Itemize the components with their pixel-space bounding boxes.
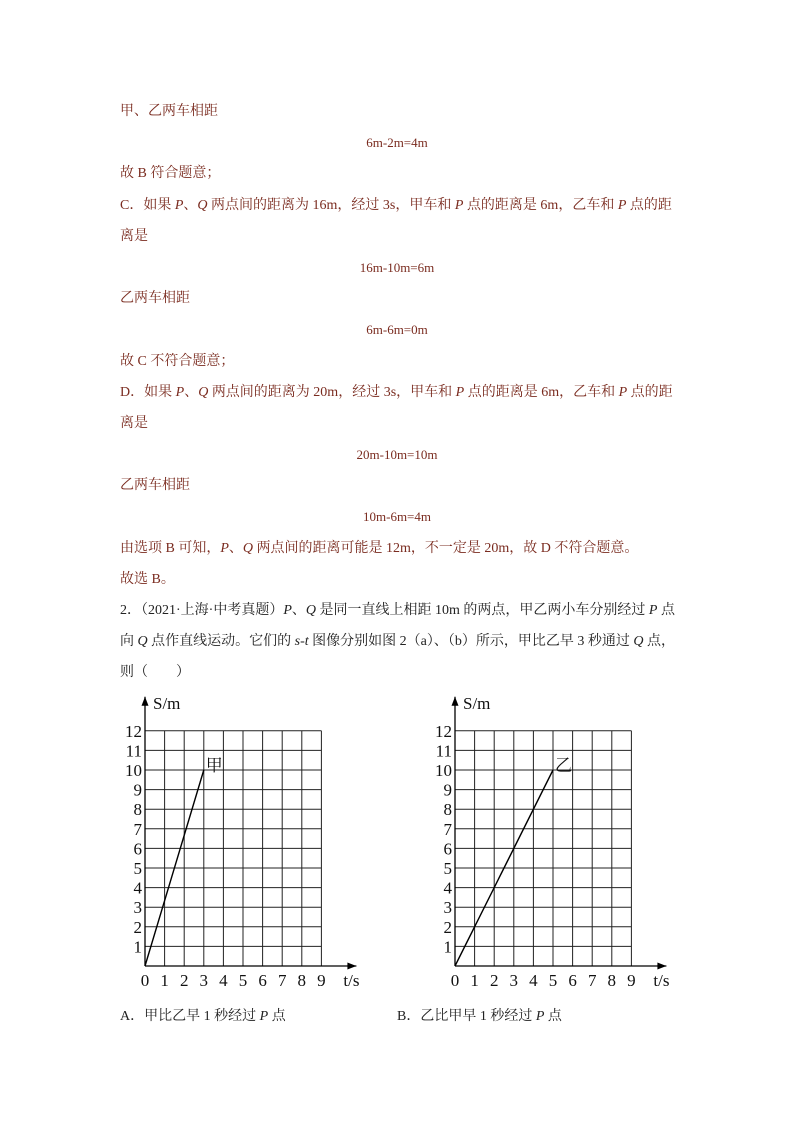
x-tick-label: 1 [160,971,169,990]
y-tick-label: 7 [443,819,452,839]
x-tick-label: 7 [587,971,597,990]
y-tick-label: 8 [443,800,452,820]
conclusion-line: 由选项 B 可知，P、Q 两点间的距离可能是 12m，不一定是 20m，故 D 不符合题意。 [120,541,639,556]
y-tick-label: 4 [443,878,452,898]
y-axis-arrow [452,697,459,706]
series-label: 甲 [205,756,223,776]
answer-line: 故选 B。 [120,572,175,587]
y-tick-label: 6 [443,839,452,859]
y-tick-label: 11 [125,741,142,761]
x-tick-label: 4 [529,971,538,990]
equation: 20m-10m=10m [356,447,438,462]
x-axis-label: t/s [343,971,360,990]
question-line: 则（ ） [120,665,190,680]
equation: 10m-6m=4m [363,509,431,524]
y-tick-label: 8 [133,800,142,820]
y-axis-label: S/m [153,693,181,713]
x-tick-label: 5 [238,971,248,990]
text-line: 离是 [120,416,148,431]
x-tick-label: 3 [199,971,209,990]
question-line: 向 Q 点作直线运动。它们的 s-t 图像分别如图 2（a）、（b）所示，甲比乙早 3 秒通过 Q 点， [120,634,675,649]
y-axis-label: S/m [463,693,491,713]
y-tick-label: 2 [443,917,452,937]
x-tick-label: 9 [317,971,326,990]
option-b[interactable]: B．乙比甲早 1 秒经过 P 点 [397,1009,562,1024]
x-tick-label: 6 [568,971,577,990]
x-tick-label: 6 [258,971,267,990]
option-c-line: C．如果 P、Q 两点间的距离为 16m，经过 3s，甲车和 P 点的距离是 6m，乙车和 P 点的距 [120,198,672,213]
y-tick-label: 6 [133,839,142,859]
x-tick-label: 3 [509,971,519,990]
x-tick-label: 1 [470,971,479,990]
y-tick-label: 12 [125,721,142,741]
x-tick-label: 9 [627,971,636,990]
x-axis-label: t/s [653,971,670,990]
x-axis-arrow [347,963,356,970]
chart-b [420,690,670,995]
equation: 6m-2m=4m [366,135,428,150]
y-tick-label: 7 [133,819,142,839]
text-line: 乙两车相距 [120,478,190,493]
text-line: 乙两车相距 [120,291,190,306]
y-tick-label: 1 [133,937,142,957]
y-tick-label: 12 [435,721,452,741]
x-tick-label: 0 [450,971,460,990]
y-tick-label: 10 [435,761,452,780]
y-tick-label: 4 [133,878,142,898]
y-tick-label: 5 [443,859,452,878]
y-tick-label: 11 [435,741,452,761]
y-tick-label: 9 [133,780,142,800]
y-tick-label: 10 [125,761,142,780]
equation: 6m-6m=0m [366,322,428,337]
x-tick-label: 8 [297,971,307,990]
y-tick-label: 1 [443,937,452,957]
option-d-line: D．如果 P、Q 两点间的距离为 20m，经过 3s，甲车和 P 点的距离是 6m，乙车和 P 点的距 [120,385,673,400]
x-tick-label: 4 [219,971,228,990]
equation: 16m-10m=6m [359,260,435,275]
y-tick-label: 2 [133,917,142,937]
y-axis-arrow [142,697,149,706]
y-tick-label: 5 [133,859,142,878]
y-tick-label: 9 [443,780,452,800]
text-line: 离是 [120,229,148,244]
series-label: 乙 [555,756,572,776]
x-tick-label: 0 [140,971,150,990]
x-tick-label: 5 [548,971,558,990]
x-tick-label: 7 [277,971,287,990]
x-tick-label: 8 [607,971,617,990]
question-line: 2．（2021·上海·中考真题）P、Q 是同一直线上相距 10m 的两点，甲乙两小车分别经过 P 点 [120,603,675,618]
x-axis-arrow [657,963,666,970]
y-tick-label: 3 [443,898,452,918]
chart-a [110,690,360,995]
option-a[interactable]: A．甲比乙早 1 秒经过 P 点 [120,1009,286,1024]
x-tick-label: 2 [179,971,189,990]
y-tick-label: 3 [133,898,142,918]
text-line: 故 C 不符合题意； [120,354,235,369]
text-line: 甲、乙两车相距 [120,104,218,119]
x-tick-label: 2 [489,971,499,990]
text-line: 故 B 符合题意； [120,166,221,181]
